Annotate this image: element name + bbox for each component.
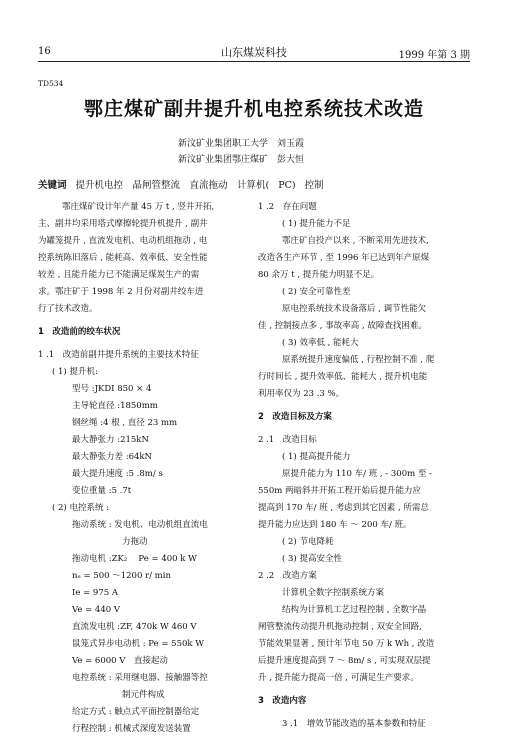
text-line: 行时间长 , 提升效率低、能耗大 , 提升机电能 xyxy=(258,372,428,382)
text-line: 后提升速度提高到 7 ～ 8m/ s , 可实现双层提 xyxy=(258,656,431,666)
text-line: 佳 , 控制接点多 , 事故率高 , 故障查找困难。 xyxy=(258,321,427,331)
text-line: 主、副井均采用塔式摩擦轮提升机提升 , 副井 xyxy=(38,219,208,229)
text-line: ( 1) 提升能力不足 xyxy=(282,219,351,229)
text-line: 最大静张力差 :64kN xyxy=(72,452,152,462)
text-line: 行了技术改造。 xyxy=(38,304,98,314)
text-line: 鼠笼式异步电动机 : Pe = 550k W xyxy=(72,639,204,649)
text-line: 1 .2 存在问题 xyxy=(258,202,317,212)
text-line: Ve = 6000 V 直接起动 xyxy=(72,656,168,666)
text-line: 改造各生产环节 , 至 1996 年已达到年产原煤 xyxy=(258,253,430,263)
text-line: 变位重量 :5 .7t xyxy=(72,486,132,496)
text-line: 为罐笼提升 , 直流发电机、电动机组拖动 , 电 xyxy=(38,236,208,246)
issue-info: 1999 年第 3 期 xyxy=(398,50,470,61)
section-heading: 2 改造目标及方案 xyxy=(258,412,332,422)
text-line: 鄂庄矿自投产以来 , 不断采用先进技术, xyxy=(282,236,429,246)
text-line: 求。鄂庄矿于 1998 年 2 月份对副井绞车进 xyxy=(38,287,204,297)
text-line: 原系统提升速度偏低 , 行程控制不准 , 爬 xyxy=(282,355,435,365)
text-line: 结构为计算机工艺过程控制 , 全数字晶 xyxy=(282,605,427,615)
section-heading: 3 改造内容 xyxy=(258,696,307,706)
text-line: 节能效果显著 , 预计年节电 50 万 k Wh , 改造 xyxy=(258,639,435,649)
text-line: 电控系统 : 采用继电器、接触器等控 xyxy=(72,673,208,683)
paper-title: 鄂庄煤矿副井提升机电控系统技术改造 xyxy=(83,98,424,120)
text-line: 控系统陈旧落后 , 能耗高、效率低、安全性能 xyxy=(38,253,208,263)
text-line: 提升能力应达到 180 车 ～ 200 车/ 班。 xyxy=(258,520,412,530)
text-line: 2 .1 改造目标 xyxy=(258,435,317,445)
text-line: 最大静张力 :215kN xyxy=(72,435,149,445)
text-line: ( 2) 节电降耗 xyxy=(282,537,334,547)
text-line: 型号 :JKDI 850 × 4 xyxy=(72,384,152,394)
text-line: 原提升能力为 110 车/ 班 , - 300m 至 - xyxy=(282,469,432,479)
right-column xyxy=(258,199,472,733)
text-line: ( 2) 安全可靠性差 xyxy=(282,287,351,297)
section-heading: 1 改造前的绞车状况 xyxy=(38,327,121,337)
text-line: ( 1) 提升机: xyxy=(52,367,98,377)
text-line: 较差 , 且能升能力已不能满足煤炭生产的需 xyxy=(38,270,200,280)
text-line: 3 .1 增效节能改造的基本参数和特征 xyxy=(282,719,426,729)
keywords-list: 提升机电控 晶闸管整流 直流拖动 计算机( PC) 控制 xyxy=(75,180,324,191)
text-line: 拖动电机 :ZK₂ Pe = 400 k W xyxy=(72,554,197,564)
text-line: 最大提升速度 :5 .8m/ s xyxy=(72,469,163,479)
text-line: 制元件构成 xyxy=(122,690,165,700)
text-line: 80 余万 t , 提升能力明显不足。 xyxy=(258,270,380,280)
text-line: 闸管整流传动提升机拖动控制 , 双安全回路, xyxy=(258,622,422,632)
text-line: ( 3) 效率低 , 能耗大 xyxy=(282,338,359,348)
text-line: 鄂庄煤矿设计年产量 45 万 t , 竖井开拓, xyxy=(62,202,215,212)
author-line-2: 新汶矿业集团鄂庄煤矿 彭大恒 xyxy=(178,155,305,165)
header-rule xyxy=(38,61,470,62)
text-line: 给定方式 : 触点式平面控制器给定 xyxy=(72,707,200,717)
left-column xyxy=(38,199,248,738)
journal-name: 山东煤炭科技 xyxy=(221,46,287,59)
text-line: 利用率仅为 23 .3 %。 xyxy=(258,389,345,399)
doc-code: TD534 xyxy=(38,79,64,88)
text-line: 直流发电机 :ZF, 470k W 460 V xyxy=(72,622,197,632)
text-line: 升 , 提升能力提高一倍 , 可满足生产要求。 xyxy=(258,673,419,683)
text-line: 行程控制 : 机械式深度发送装置 xyxy=(72,724,191,734)
page-number: 16 xyxy=(38,46,51,57)
text-line: ( 3) 提高安全性 xyxy=(282,554,342,564)
text-line: ( 2) 电控系统 : xyxy=(52,503,110,513)
text-line: 拖动系统 : 发电机、电动机组直流电 xyxy=(72,520,208,530)
text-line: 钢丝绳 :4 根 , 直径 23 mm xyxy=(72,418,178,428)
text-line: 2 .2 改造方案 xyxy=(258,571,317,581)
text-line: 主导轮直径 :1850mm xyxy=(72,401,158,411)
keywords xyxy=(38,177,324,191)
keywords-label: 关键词 xyxy=(38,180,67,191)
text-line: Ve = 440 V xyxy=(72,605,120,615)
text-line: nₑ = 500 ～1200 r/ min xyxy=(72,571,171,581)
text-line: 提高到 170 车/ 班 , 考虑到其它因素 , 所需总 xyxy=(258,503,429,513)
text-line: 原电控系统技术设备落后 , 调节性能欠 xyxy=(282,304,427,314)
text-line: 计算机全数字控制系统方案 xyxy=(282,588,385,598)
text-line: Ie = 975 A xyxy=(72,588,118,598)
text-line: ( 1) 提高提升能力 xyxy=(282,452,351,462)
text-line: 550m 两暗斜井开拓工程开始后提升能力应 xyxy=(258,486,421,496)
author-line-1: 新汶矿业集团职工大学 刘玉霞 xyxy=(178,139,305,149)
text-line: 力拖动 xyxy=(122,537,148,547)
text-line: 1 .1 改造前副井提升系统的主要技术特征 xyxy=(38,350,199,360)
